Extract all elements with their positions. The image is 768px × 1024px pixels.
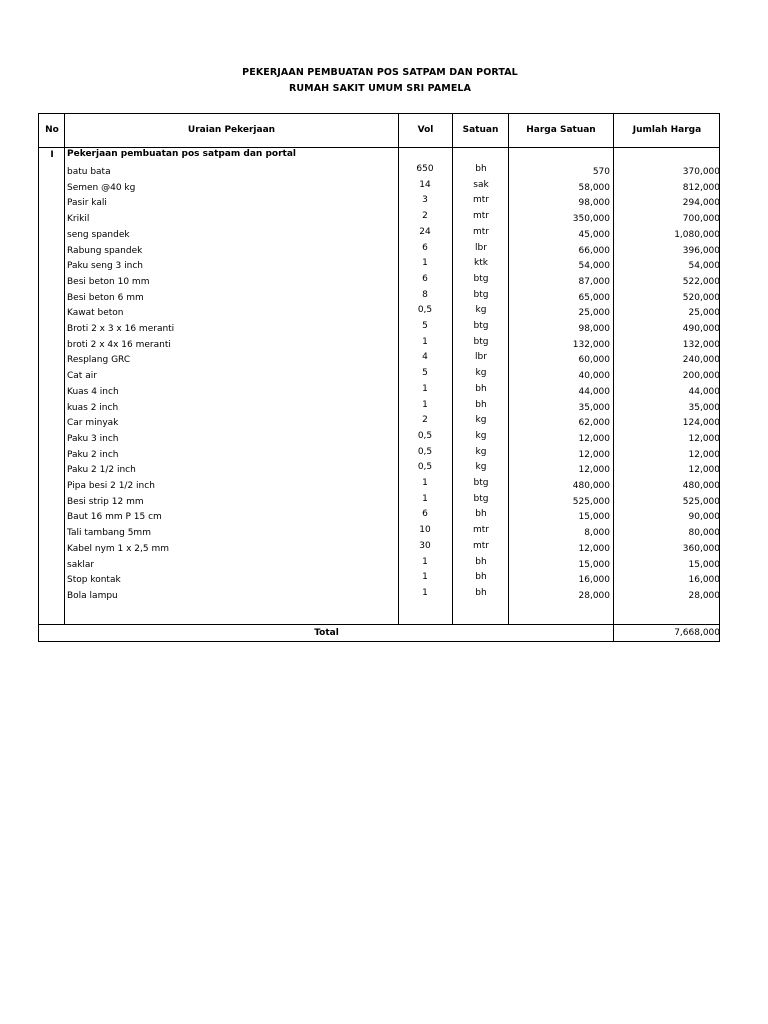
item-unit-price: 65,000: [578, 292, 610, 303]
header-no: No: [45, 125, 59, 135]
item-total-price: 12,000: [688, 449, 720, 460]
item-total-price: 700,000: [682, 214, 720, 225]
item-unit-price: 12,000: [578, 465, 610, 476]
item-unit: bh: [475, 587, 487, 598]
item-unit-price: 12,000: [578, 449, 610, 460]
item-unit-price: 350,000: [572, 214, 610, 225]
item-unit: bh: [475, 383, 487, 394]
item-unit-price: 132,000: [572, 339, 610, 350]
item-volume: 1: [422, 556, 428, 567]
item-unit: kg: [475, 305, 487, 316]
item-volume: 14: [419, 179, 431, 190]
item-unit-price: 40,000: [578, 371, 610, 382]
item-unit-price: 15,000: [578, 512, 610, 523]
item-total-price: 12,000: [688, 465, 720, 476]
item-unit-price: 25,000: [578, 308, 610, 319]
item-total-price: 12,000: [688, 433, 720, 444]
header-unit-price: Harga Satuan: [526, 125, 596, 135]
item-unit: btg: [473, 336, 489, 347]
item-volume: 5: [422, 321, 428, 331]
item-volume: 8: [422, 289, 428, 300]
table-row: [39, 542, 719, 558]
item-total-price: 15,000: [688, 559, 720, 570]
item-volume: 1: [422, 572, 428, 583]
item-description: Baut 16 mm P 15 cm: [67, 512, 162, 523]
item-unit: mtr: [473, 525, 489, 536]
item-unit: bh: [475, 164, 487, 174]
table-row: [39, 432, 719, 448]
item-volume: 5: [422, 368, 428, 379]
table-row: [39, 259, 719, 275]
table-row: [39, 401, 719, 417]
item-description: Kabel nym 1 x 2,5 mm: [67, 543, 170, 554]
table-row: [39, 275, 719, 291]
item-description: Paku seng 3 inch: [67, 261, 143, 272]
item-volume: 2: [422, 415, 428, 426]
item-total-price: 54,000: [688, 261, 720, 272]
item-volume: 650: [416, 164, 434, 174]
item-unit: kg: [475, 430, 487, 441]
item-volume: 24: [419, 226, 431, 237]
item-unit: btg: [473, 493, 489, 504]
item-volume: 0,5: [417, 446, 433, 457]
table-row: [39, 369, 719, 385]
item-volume: 1: [422, 258, 428, 269]
item-description: Paku 2 inch: [67, 449, 119, 460]
table-row: [39, 495, 719, 511]
table-row: [39, 196, 719, 212]
item-total-price: 124,000: [682, 418, 720, 429]
table-row: [39, 463, 719, 479]
item-total-price: 200,000: [682, 371, 720, 382]
item-total-price: 90,000: [688, 512, 720, 523]
item-volume: 0,5: [417, 430, 433, 441]
item-unit-price: 62,000: [578, 418, 610, 429]
item-volume: 6: [422, 273, 428, 284]
item-total-price: 35,000: [688, 402, 720, 413]
item-unit: lbr: [475, 242, 487, 253]
item-unit: ktk: [474, 258, 488, 269]
item-volume: 0,5: [417, 462, 433, 473]
item-unit: kg: [475, 368, 487, 379]
item-unit-price: 8,000: [584, 528, 610, 539]
item-total-price: 490,000: [682, 324, 720, 334]
item-volume: 1: [422, 399, 428, 410]
item-total-price: 812,000: [682, 182, 720, 193]
item-description: Car minyak: [67, 418, 119, 429]
table-row: [39, 385, 719, 401]
item-unit: mtr: [473, 226, 489, 237]
item-unit: btg: [473, 321, 489, 331]
item-description: Kuas 4 inch: [67, 386, 119, 397]
item-description: Kawat beton: [67, 308, 124, 319]
document-title: PEKERJAAN PEMBUATAN POS SATPAM DAN PORTAL: [242, 67, 518, 78]
item-unit: bh: [475, 572, 487, 583]
item-total-price: 520,000: [682, 292, 720, 303]
item-unit-price: 87,000: [578, 276, 610, 287]
total-divider: [39, 624, 719, 625]
item-description: Besi beton 10 mm: [67, 276, 150, 287]
item-unit-price: 525,000: [572, 496, 610, 507]
item-unit: btg: [473, 273, 489, 284]
table-row: [39, 448, 719, 464]
item-unit: kg: [475, 446, 487, 457]
item-description: Pipa besi 2 1/2 inch: [67, 481, 155, 491]
item-volume: 10: [419, 525, 431, 536]
item-unit: lbr: [475, 352, 487, 363]
item-total-price: 132,000: [682, 339, 720, 350]
item-total-price: 370,000: [682, 167, 720, 177]
item-total-price: 522,000: [682, 276, 720, 287]
item-unit-price: 44,000: [578, 386, 610, 397]
item-description: seng spandek: [67, 229, 130, 240]
section-number: I: [50, 150, 54, 160]
item-volume: 6: [422, 242, 428, 253]
item-unit: btg: [473, 478, 489, 488]
item-volume: 2: [422, 211, 428, 222]
item-description: Semen @40 kg: [67, 182, 136, 193]
item-total-price: 80,000: [688, 528, 720, 539]
item-unit-price: 54,000: [578, 261, 610, 272]
item-volume: 1: [422, 383, 428, 394]
item-unit: bh: [475, 399, 487, 410]
table-row: [39, 479, 719, 495]
item-unit: mtr: [473, 540, 489, 551]
item-volume: 30: [419, 540, 431, 551]
table-row: [39, 353, 719, 369]
item-unit-price: 570: [592, 167, 610, 177]
table-row: [39, 573, 719, 589]
table-row: [39, 558, 719, 574]
item-description: saklar: [67, 559, 95, 570]
item-total-price: 294,000: [682, 198, 720, 209]
item-unit: sak: [473, 179, 489, 190]
item-unit: kg: [475, 415, 487, 426]
item-description: Paku 3 inch: [67, 433, 119, 444]
item-unit-price: 16,000: [578, 575, 610, 586]
item-total-price: 525,000: [682, 496, 720, 507]
table-row: [39, 165, 719, 181]
item-volume: 1: [422, 587, 428, 598]
table-row: [39, 306, 719, 322]
item-description: Pasir kali: [67, 198, 107, 209]
item-unit: bh: [475, 556, 487, 567]
table-row: [39, 526, 719, 542]
item-unit-price: 12,000: [578, 543, 610, 554]
item-unit-price: 35,000: [578, 402, 610, 413]
item-unit: mtr: [473, 195, 489, 206]
item-description: broti 2 x 4x 16 meranti: [67, 339, 171, 350]
total-value: 7,668,000: [674, 628, 720, 638]
header-description: Uraian Pekerjaan: [187, 125, 276, 135]
item-unit-price: 480,000: [572, 481, 610, 491]
item-total-price: 16,000: [688, 575, 720, 586]
item-unit: kg: [475, 462, 487, 473]
item-description: Resplang GRC: [67, 355, 131, 366]
item-unit-price: 98,000: [578, 198, 610, 209]
table-row: [39, 589, 719, 605]
item-unit-price: 98,000: [578, 324, 610, 334]
item-volume: 1: [422, 493, 428, 504]
item-description: Stop kontak: [67, 575, 121, 586]
item-description: batu bata: [67, 167, 111, 177]
header-vol: Vol: [417, 125, 434, 135]
table-row: [39, 228, 719, 244]
item-unit-price: 28,000: [578, 590, 610, 601]
item-description: kuas 2 inch: [67, 402, 119, 413]
item-total-price: 360,000: [682, 543, 720, 554]
item-description: Rabung spandek: [67, 245, 143, 256]
document-subtitle: RUMAH SAKIT UMUM SRI PAMELA: [288, 83, 472, 94]
item-volume: 3: [422, 195, 428, 206]
item-unit-price: 58,000: [578, 182, 610, 193]
item-description: Broti 2 x 3 x 16 meranti: [67, 324, 175, 334]
header-total-price: Jumlah Harga: [632, 125, 702, 135]
item-volume: 6: [422, 509, 428, 520]
item-unit: mtr: [473, 211, 489, 222]
table-row: [39, 244, 719, 260]
table-row: [39, 291, 719, 307]
item-volume: 1: [422, 478, 428, 488]
item-unit-price: 12,000: [578, 433, 610, 444]
item-volume: 0,5: [417, 305, 433, 316]
item-description: Bola lampu: [67, 590, 118, 601]
item-description: Besi beton 6 mm: [67, 292, 144, 303]
item-description: Tali tambang 5mm: [67, 528, 151, 539]
cost-table: [38, 113, 720, 642]
item-description: Cat air: [67, 371, 97, 382]
item-total-price: 1,080,000: [674, 229, 720, 240]
table-row: [39, 338, 719, 354]
item-unit: bh: [475, 509, 487, 520]
item-total-price: 396,000: [682, 245, 720, 256]
item-total-price: 25,000: [688, 308, 720, 319]
item-unit-price: 45,000: [578, 229, 610, 240]
table-row: [39, 510, 719, 526]
item-total-price: 480,000: [682, 481, 720, 491]
item-total-price: 240,000: [682, 355, 720, 366]
item-total-price: 28,000: [688, 590, 720, 601]
item-description: Paku 2 1/2 inch: [67, 465, 136, 476]
item-unit-price: 66,000: [578, 245, 610, 256]
item-description: Besi strip 12 mm: [67, 496, 144, 507]
table-row: [39, 416, 719, 432]
table-row: [39, 212, 719, 228]
item-volume: 1: [422, 336, 428, 347]
item-unit: btg: [473, 289, 489, 300]
item-unit-price: 60,000: [578, 355, 610, 366]
item-total-price: 44,000: [688, 386, 720, 397]
total-label: Total: [314, 628, 339, 638]
table-row: [39, 322, 719, 338]
item-description: Krikil: [67, 214, 90, 225]
item-unit-price: 15,000: [578, 559, 610, 570]
item-volume: 4: [422, 352, 428, 363]
section-title: Pekerjaan pembuatan pos satpam dan portal: [67, 149, 296, 159]
header-divider: [39, 147, 719, 148]
header-unit: Satuan: [462, 125, 499, 135]
table-row: [39, 181, 719, 197]
